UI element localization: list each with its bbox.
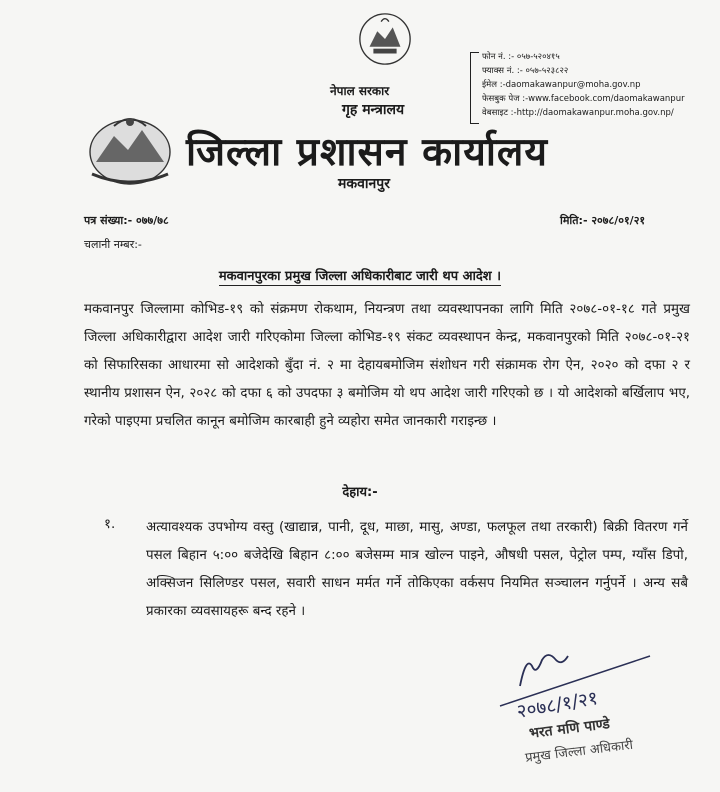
reference-number: पत्र संख्या:- ०७७/७८ [84, 214, 169, 227]
signer-name: भरत मणि पाण्डे [528, 716, 611, 742]
schedule-heading: देहाय:- [342, 485, 378, 500]
contact-email: ईमेल :-daomakawanpur@moha.gov.np [482, 80, 641, 90]
contact-phone: फोन नं. :- ०५७-५२०४१५ [482, 52, 560, 62]
dispatch-number: चलानी नम्बर:- [84, 238, 142, 251]
contact-facebook: फेसबुक पेज :-www.facebook.com/daomakawanpur [482, 94, 685, 104]
list-item-text: अत्यावश्यक उपभोग्य वस्तु (खाद्यान्न, पानी, दूध, माछा, मासु, अण्डा, फलफूल तथा तरकारी) बिक्री वितरण गर्ने पसल बिहान ५:०० बजेदेखि बिहान ८:०० बजेसम्म मात्र खोल्न पाइने, औषधी पसल, पेट्रोल पम्प, ग्याँस डिपो, अक्सिजन सिलिण्डर पसल, सवारी साधन मर्मत गर्ने तोकिएका वर्कसप नियमित सञ्चालन गर्नुपर्ने । अन्य सबै प्रकारका व्यवसायहरू बन्द रहने । [146, 520, 688, 619]
contact-website: वेबसाइट :-http://daomakawanpur.moha.gov.np/ [482, 108, 674, 118]
signer-title: प्रमुख जिल्ला अधिकारी [524, 737, 634, 766]
contact-fax: फ्याक्स नं. :- ०५७-५२३८२२ [482, 66, 569, 76]
signature-date: २०७८/१/२१ [515, 687, 600, 723]
contact-block [482, 50, 685, 120]
nepal-emblem-icon [356, 10, 414, 68]
letter-date: मिति:- २०७८/०१/२१ [560, 214, 646, 227]
handwritten-signature [480, 636, 670, 726]
government-name: नेपाल सरकार [330, 84, 390, 98]
letter-body: मकवानपुर जिल्लामा कोभिड-१९ को संक्रमण रोकथाम, नियन्त्रण तथा व्यवस्थापनका लागि मिति २०७८-०१-१८ गते प्रमुख जिल्ला अधिकारीद्वारा आदेश जारी गरिएकोमा जिल्ला कोभिड-१९ संकट व्यवस्थापन केन्द्र, मकवानपुरको मिति २०७८-०१-२१ को सिफारिसका आधारमा सो आदेशको बुँदा नं. २ मा देहायबमोजिम संशोधन गरी संक्रामक रोग ऐन, २०२० को दफा २ र स्थानीय प्रशासन ऐन, २०२८ को दफा ६ को उपदफा ३ बमोजिम यो थप आदेश जारी गरिएको छ । यो आदेशको बर्खिलाप भए, गरेको पाइएमा प्रचलित कानून बमोजिम कारबाही हुने व्यहोरा समेत जानकारी गराइन्छ । [84, 302, 690, 429]
list-item-number: १. [104, 517, 116, 532]
ministry-name: गृह मन्त्रालय [342, 102, 405, 118]
office-title: जिल्ला प्रशासन कार्यालय [186, 130, 548, 175]
letter-subject [0, 266, 720, 284]
coat-of-arms-icon [84, 112, 176, 188]
subject-text: मकवानपुरका प्रमुख जिल्ला अधिकारीबाट जारी थप आदेश । [218, 269, 502, 284]
district-name: मकवानपुर [338, 176, 390, 192]
contact-bracket [470, 52, 479, 124]
